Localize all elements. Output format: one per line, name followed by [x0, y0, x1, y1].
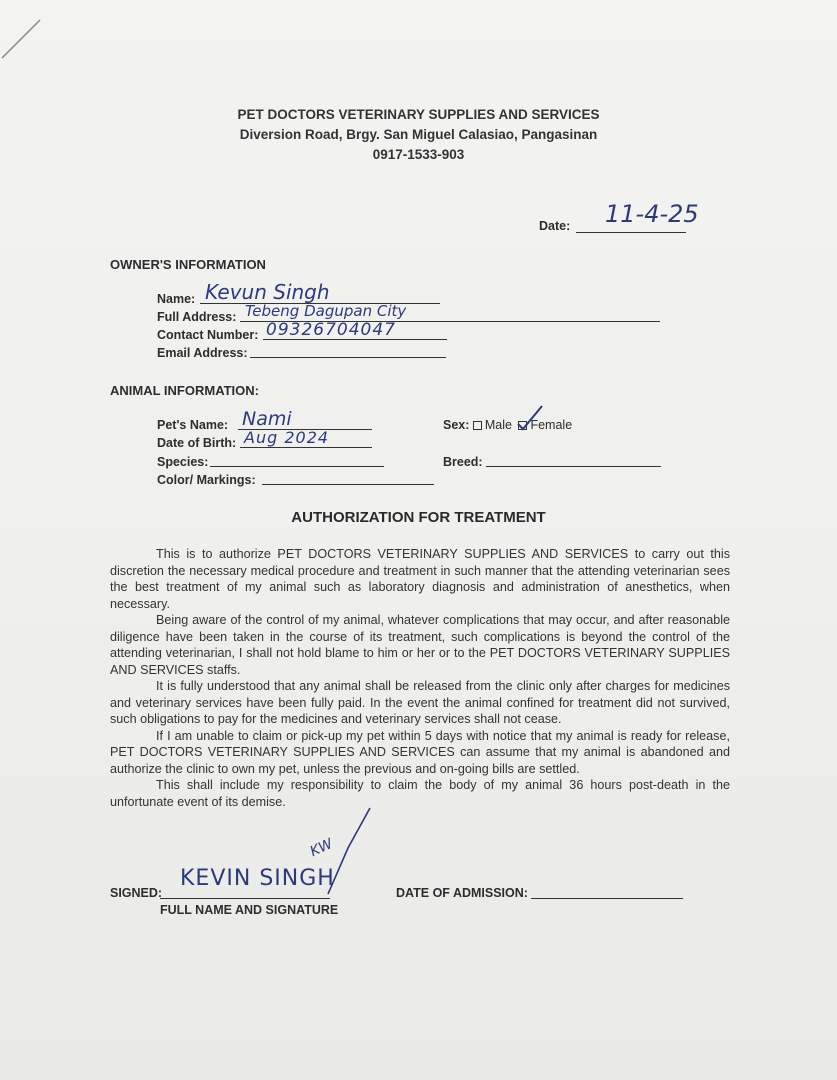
- owner-address-label: Full Address:: [157, 310, 237, 324]
- dob-line: [240, 447, 372, 448]
- animal-section-title: ANIMAL INFORMATION:: [110, 383, 259, 398]
- signed-value[interactable]: KEVIN SINGH: [180, 866, 335, 891]
- signed-line: [160, 898, 330, 899]
- date-label: Date:: [539, 219, 571, 233]
- color-line: [262, 484, 434, 485]
- owner-name-label: Name:: [157, 292, 196, 306]
- pet-name-label: Pet's Name:: [157, 418, 229, 432]
- signed-label: SIGNED:: [110, 886, 163, 900]
- clinic-name: PET DOCTORS VETERINARY SUPPLIES AND SERVICES: [237, 107, 600, 122]
- signature-initials: KW: [307, 835, 336, 861]
- owner-name-value[interactable]: Kevun Singh: [205, 280, 330, 304]
- color-label: Color/ Markings:: [157, 473, 256, 487]
- species-label: Species:: [157, 455, 209, 469]
- sex-label: Sex:: [443, 418, 470, 432]
- auth-paragraph-1: This is to authorize PET DOCTORS VETERINARY SUPPLIES AND SERVICES to carry out this discretion the necessary medical procedure and treatment in such manner that the attending veterinarian sees the best treatment of my animal such as laboratory diagnosis and administration of anesthetics, when necessary.: [110, 547, 730, 611]
- female-label: Female: [530, 418, 573, 432]
- dob-value[interactable]: Aug 2024: [244, 428, 330, 447]
- owner-email-label: Email Address:: [157, 346, 248, 360]
- auth-paragraph-3: It is fully understood that any animal shall be released from the clinic only after charges for medicines and veterinary services have been fully paid. In the event the animal confined for treatment did not survived, such obligations to pay for the medicines and veterinary services shall not cease.: [110, 679, 730, 726]
- female-checkmark-icon: [512, 402, 548, 432]
- date-value[interactable]: 11-4-25: [605, 200, 699, 228]
- date-line: [576, 232, 686, 233]
- male-checkbox[interactable]: [473, 421, 482, 430]
- admission-line: [531, 898, 683, 899]
- breed-line: [486, 466, 661, 467]
- admission-label: DATE OF ADMISSION:: [396, 886, 528, 900]
- signature-caption: FULL NAME AND SIGNATURE: [160, 903, 339, 917]
- species-line: [210, 466, 384, 467]
- breed-label: Breed:: [443, 455, 483, 469]
- owner-section-title: OWNER'S INFORMATION: [110, 257, 266, 272]
- auth-paragraph-4: If I am unable to claim or pick-up my pet within 5 days with notice that my animal is ready for release, PET DOCTORS VETERINARY SUPPLIES AND SERVICES can assume that my animal is abandoned and authorize the clinic to own my pet, unless the previous and on-going bills are settled.: [110, 728, 730, 776]
- auth-paragraph-2: Being aware of the control of my animal, whatever complications that may occur, and after reasonable diligence have been taken in the course of its treatment, such complications is beyond the control of the attending veterinarian, I shall not hold blame to him or her or to the PET DOCTORS VETERINARY SUPPLIES AND SERVICES staffs.: [110, 613, 730, 677]
- folded-corner-mark: [0, 0, 60, 60]
- male-label: Male: [484, 418, 512, 432]
- owner-contact-value[interactable]: 09326704047: [266, 320, 396, 340]
- clinic-phone: 0917-1533-903: [372, 147, 465, 162]
- sex-field: [443, 418, 572, 432]
- authorization-body: [110, 546, 730, 810]
- authorization-title: AUTHORIZATION FOR TREATMENT: [291, 509, 546, 526]
- pet-name-value[interactable]: Nami: [242, 408, 292, 430]
- auth-paragraph-5: This shall include my responsibility to claim the body of my animal 36 hours post-death in the unfortunate event of its demise.: [110, 778, 730, 809]
- owner-address-value[interactable]: Tebeng Dagupan City: [245, 302, 407, 320]
- owner-contact-label: Contact Number:: [157, 328, 259, 342]
- owner-email-line: [250, 357, 446, 358]
- clinic-address: Diversion Road, Brgy. San Miguel Calasiao, Pangasinan: [239, 127, 598, 142]
- dob-label: Date of Birth:: [157, 436, 237, 450]
